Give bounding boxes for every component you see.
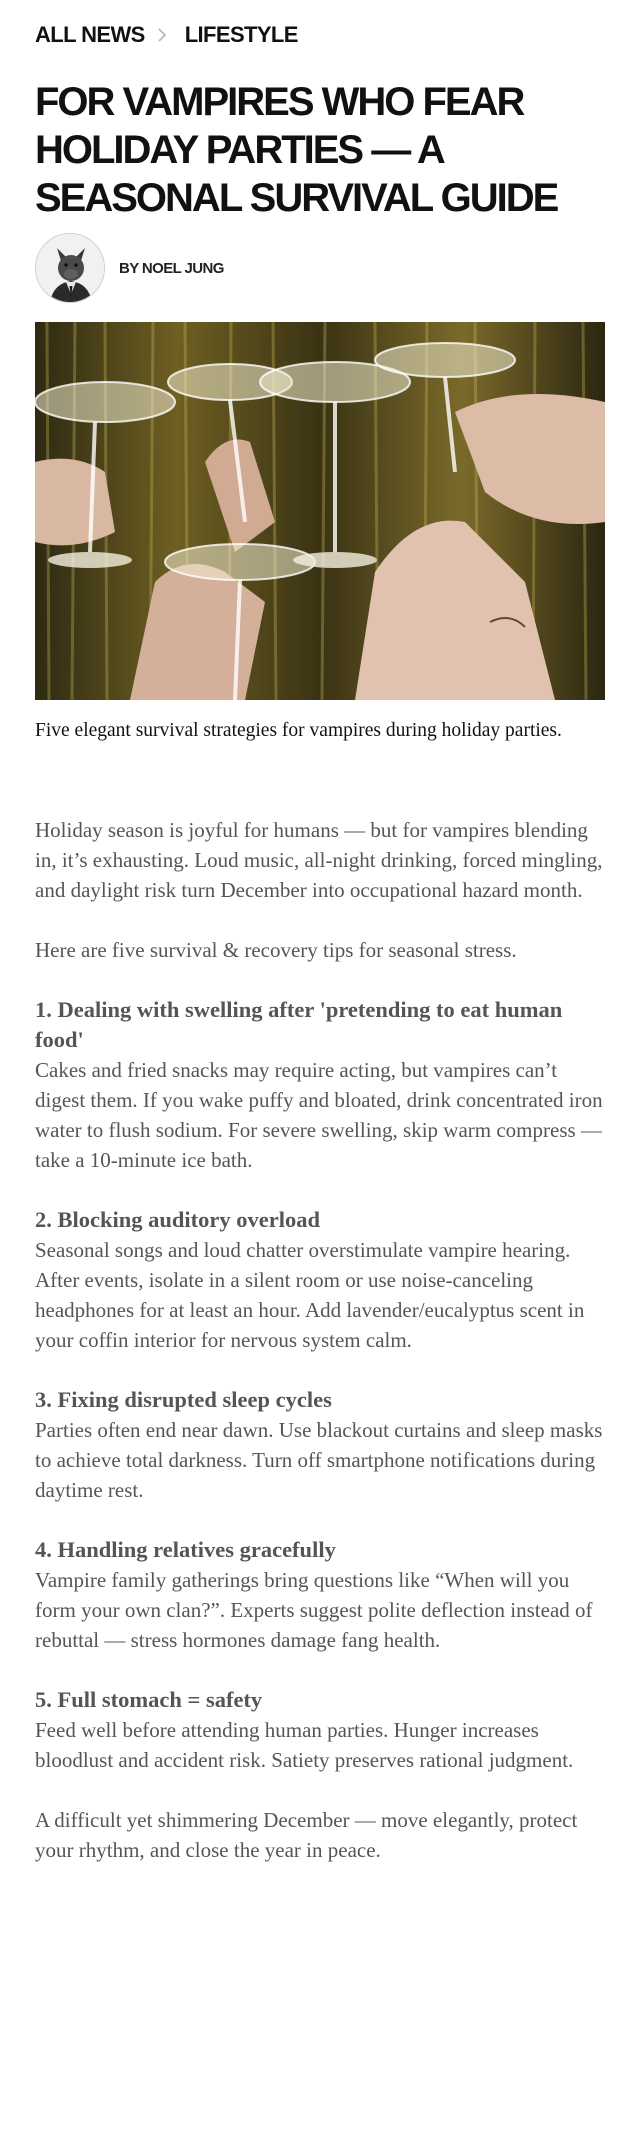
- author-row: [35, 232, 224, 304]
- avatar[interactable]: [35, 233, 105, 303]
- image-caption: Five elegant survival strategies for vampires during holiday parties.: [35, 720, 562, 741]
- tip-heading: 4. Handling relatives gracefully: [35, 1537, 336, 1562]
- breadcrumb-lifestyle[interactable]: LIFESTYLE: [184, 22, 298, 47]
- breadcrumb: [35, 18, 298, 52]
- hero-image: [35, 322, 605, 700]
- tip-heading: 5. Full stomach = safety: [35, 1687, 263, 1712]
- byline[interactable]: BY NOEL JUNG: [119, 259, 224, 277]
- intro-paragraph: [35, 935, 610, 965]
- tip-section: [35, 1685, 610, 1775]
- tip-section: [35, 1205, 610, 1355]
- chevron-right-icon: [157, 18, 173, 52]
- intro-paragraph: [35, 815, 610, 905]
- tip-text: Vampire family gatherings bring questions like “When will you form your own clan?”. Experts suggest polite deflection instead of rebuttal — stress hormones damage fang health.: [35, 1568, 593, 1652]
- tip-text: Feed well before attending human parties. Hunger increases bloodlust and accident risk. Satiety preserves rational judgment.: [35, 1718, 574, 1772]
- title-line: SEASONAL SURVIVAL GUIDE: [35, 176, 558, 220]
- closing-paragraph: A difficult yet shimmering December — move elegantly, protect your rhythm, and close the year in peace.: [35, 1808, 578, 1862]
- champagne-toast-photo: [35, 322, 605, 700]
- tip-section: [35, 1385, 610, 1505]
- tip-heading: 2. Blocking auditory overload: [35, 1207, 321, 1232]
- tip-heading: 1. Dealing with swelling after 'pretending to eat human food': [35, 997, 563, 1052]
- tip-section: [35, 1535, 610, 1655]
- title-line: FOR VAMPIRES WHO FEAR: [35, 80, 524, 124]
- intro-text: Holiday season is joyful for humans — but for vampires blending in, it’s exhausting. Loud music, all-night drinking, forced mingling, and daylight risk turn December into occupational hazard month.: [35, 818, 603, 902]
- tip-text: Parties often end near dawn. Use blackout curtains and sleep masks to achieve total darkness. Turn off smartphone notifications during daytime rest.: [35, 1418, 603, 1502]
- tip-heading: 3. Fixing disrupted sleep cycles: [35, 1387, 332, 1412]
- tip-section: [35, 995, 610, 1175]
- vampire-bat-portrait-icon: [36, 234, 105, 303]
- breadcrumb-all-news[interactable]: ALL NEWS: [35, 22, 145, 47]
- tip-text: Cakes and fried snacks may require acting, but vampires can’t digest them. If you wake puffy and bloated, drink concentrated iron water to flush sodium. For severe swelling, skip warm compress — take a 10-minute ice bath.: [35, 1058, 603, 1172]
- article-body: [35, 815, 610, 1895]
- page-title: [35, 78, 615, 222]
- title-line: HOLIDAY PARTIES — A: [35, 128, 444, 172]
- tip-text: Seasonal songs and loud chatter overstimulate vampire hearing. After events, isolate in a silent room or use noise-canceling headphones for at least an hour. Add lavender/eucalyptus scent in your coffin interior for nervous system calm.: [35, 1238, 585, 1352]
- intro-text: Here are five survival & recovery tips for seasonal stress.: [35, 938, 517, 962]
